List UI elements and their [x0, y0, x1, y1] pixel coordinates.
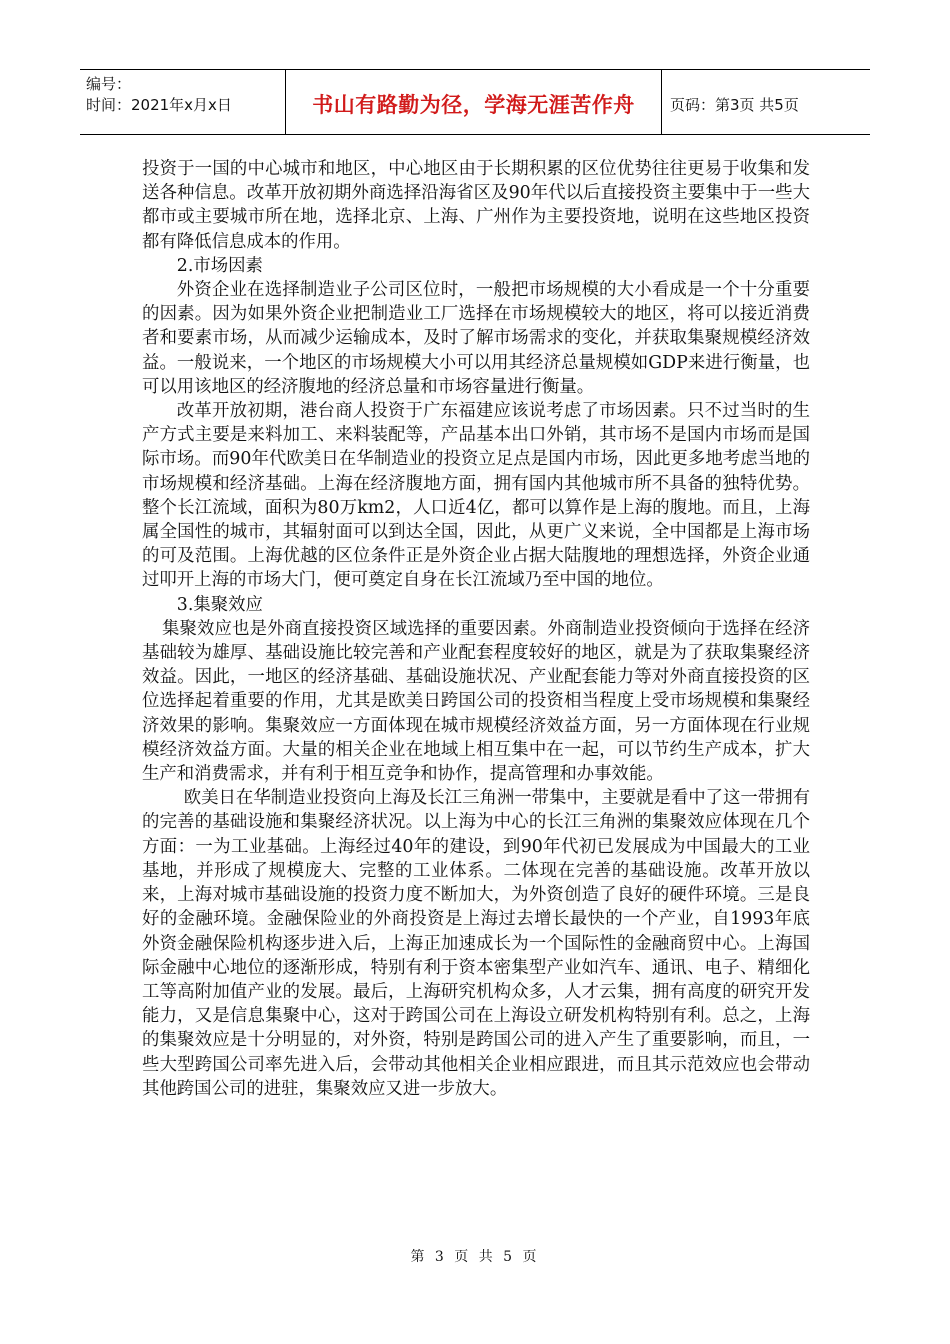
body-paragraph: 集聚效应也是外商直接投资区域选择的重要因素。外商制造业投资倾向于选择在经济基础较为雄厚、基础设施比较完善和产业配套程度较好的地区，就是为了获取集聚经济效益。因此，一地区的经济基础、基础设施状况、产业配套能力等对外商直接投资的区位选择起着重要的作用，尤其是欧美日跨国公司的投资相当程度上受市场规模和集聚经济效果的影响。集聚效应一方面体现在城市规模经济效益方面，另一方面体现在行业规模经济效益方面。大量的相关企业在地域上相互集中在一起，可以节约生产成本，扩大生产和消费需求，并有利于相互竞争和协作，提高管理和办事效能。 — [142, 618, 810, 785]
doc-time-label: 时间：2021年x月x日 — [86, 96, 232, 114]
document-body — [142, 157, 810, 1101]
header-meta-cell — [80, 70, 286, 134]
page-header — [80, 69, 870, 135]
body-paragraph: 外资企业在选择制造业子公司区位时，一般把市场规模的大小看成是一个十分重要的因素。因为如果外资企业把制造业工厂选择在市场规模较大的地区，将可以接近消费者和要素市场，从而减少运输成本，及时了解市场需求的变化，并获取集聚规模经济效益。一般说来，一个地区的市场规模大小可以用其经济总量规模如GDP来进行衡量，也可以用该地区的经济腹地的经济总量和市场容量进行衡量。 — [142, 280, 810, 397]
header-motto-cell — [286, 70, 662, 134]
page-footer: 第 3 页 共 5 页 — [410, 1249, 540, 1265]
header-motto: 书山有路勤为径，学海无涯苦作舟 — [312, 93, 635, 117]
header-page-cell — [662, 70, 870, 134]
section-heading: 3.集聚效应 — [176, 594, 263, 615]
body-paragraph: 欧美日在华制造业投资向上海及长江三角洲一带集中，主要就是看中了这一带拥有的完善的基础设施和集聚经济状况。以上海为中心的长江三角洲的集聚效应体现在几个方面：一为工业基础。上海经过40年的建设，到90年代初已发展成为中国最大的工业基地，并形成了规模庞大、完整的工业体系。二体现在完善的基础设施。改革开放以来，上海对城市基础设施的投资力度不断加大，为外资创造了良好的硬件环境。三是良好的金融环境。金融保险业的外商投资是上海过去增长最快的一个产业，自1993年底外资金融保险机构逐步进入后，上海正加速成长为一个国际性的金融商贸中心。上海国际金融中心地位的逐渐形成，特别有利于资本密集型产业如汽车、通讯、电子、精细化工等高附加值产业的发展。最后，上海研究机构众多，人才云集，拥有高度的研究开发能力，又是信息集聚中心，这对于跨国公司在上海设立研发机构特别有利。总之，上海的集聚效应是十分明显的，对外资，特别是跨国公司的进入产生了重要影响，而且，一些大型跨国公司率先进入后，会带动其他相关企业相应跟进，而且其示范效应也会带动其他跨国公司的进驻，集聚效应又进一步放大。 — [142, 788, 810, 1099]
body-paragraph: 投资于一国的中心城市和地区，中心地区由于长期积累的区位优势往往更易于收集和发送各种信息。改革开放初期外商选择沿海省区及90年代以后直接投资主要集中于一些大都市或主要城市所在地，选择北京、上海、广州作为主要投资地，说明在这些地区投资都有降低信息成本的作用。 — [142, 159, 810, 252]
body-paragraph: 改革开放初期，港台商人投资于广东福建应该说考虑了市场因素。只不过当时的生产方式主要是来料加工、来料装配等，产品基本出口外销，其市场不是国内市场而是国际市场。而90年代欧美日在华制造业的投资立足点是国内市场，因此更多地考虑当地的市场规模和经济基础。上海在经济腹地方面，拥有国内其他城市所不具备的独特优势。整个长江流域，面积为80万km2，人口近4亿，都可以算作是上海的腹地。而且，上海属全国性的城市，其辐射面可以到达全国，因此，从更广义来说，全中国都是上海市场的可及范围。上海优越的区位条件正是外资企业占据大陆腹地的理想选择，外资企业通过叩开上海的市场大门，便可奠定自身在长江流域乃至中国的地位。 — [142, 401, 810, 591]
doc-number-label: 编号： — [86, 75, 132, 93]
header-page-label: 页码：第3页 共5页 — [670, 95, 799, 114]
section-heading: 2.市场因素 — [176, 255, 263, 276]
